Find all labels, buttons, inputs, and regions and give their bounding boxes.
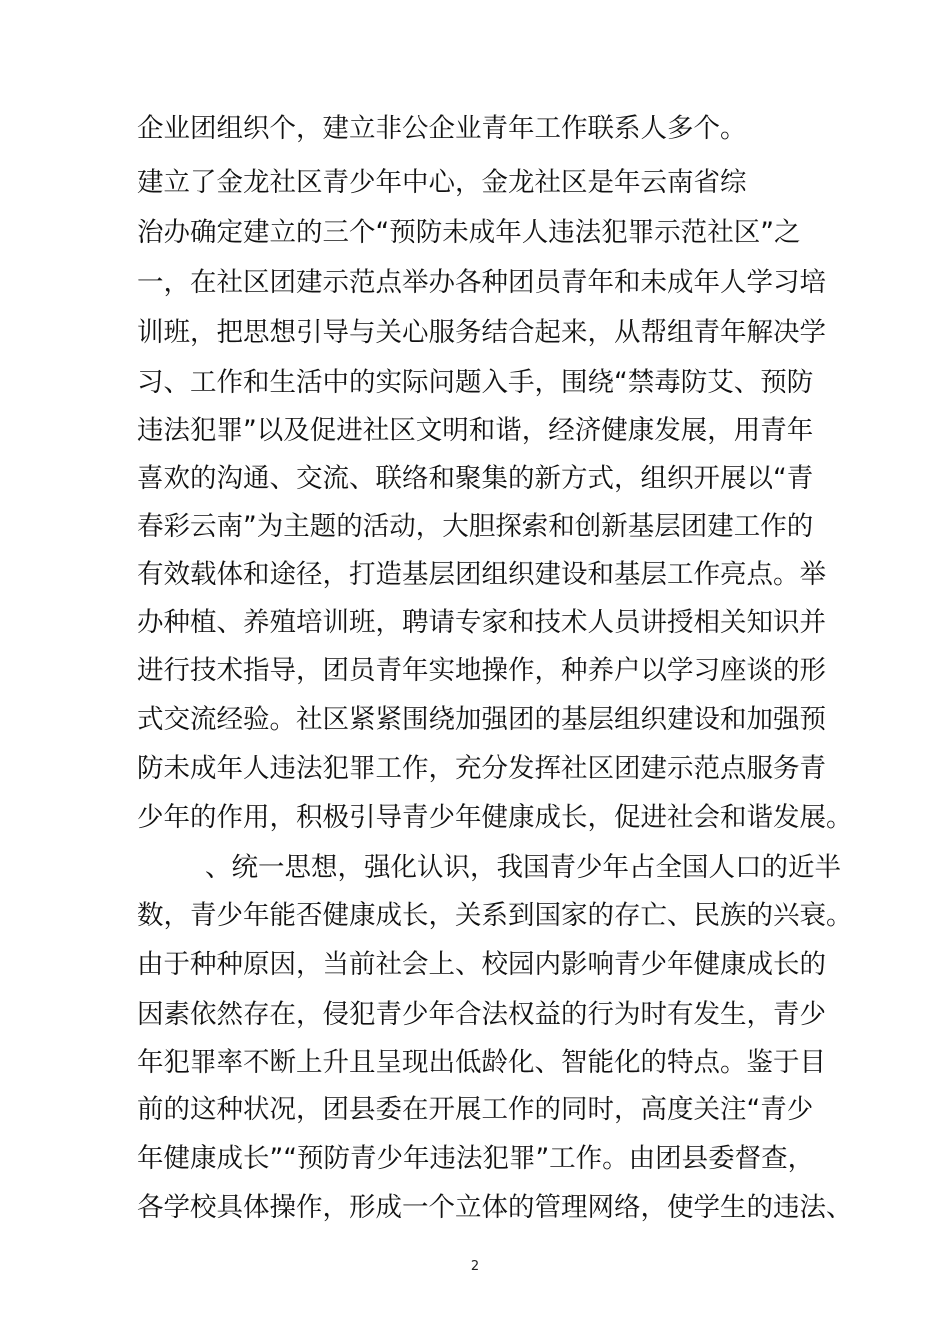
text-line: 喜欢的沟通、交流、联络和聚集的新方式，组织开展以“青 [137, 463, 814, 494]
text-line: 前的这种状况，团县委在开展工作的同时，高度关注“青少 [137, 1094, 814, 1125]
text-line: 各学校具体操作，形成一个立体的管理网络，使学生的违法、 [137, 1192, 853, 1223]
text-line: 训班，把思想引导与关心服务结合起来，从帮组青年解决学 [137, 317, 826, 348]
text-line: 数，青少年能否健康成长，关系到国家的存亡、民族的兴衰。 [137, 900, 853, 931]
text-line: 防未成年人违法犯罪工作，充分发挥社区团建示范点服务青 [137, 753, 826, 784]
paragraph-indent-line: 、统一思想，强化认识，我国青少年占全国人口的近半 [205, 852, 841, 883]
page-number: 2 [470, 1259, 480, 1274]
text-line: 企业团组织个，建立非公企业青年工作联系人多个。 [137, 113, 747, 144]
text-line: 办种植、养殖培训班，聘请专家和技术人员讲授相关知识并 [137, 607, 826, 638]
text-line: 建立了金龙社区青少年中心，金龙社区是年云南省综 [137, 167, 747, 198]
text-line: 式交流经验。社区紧紧围绕加强团的基层组织建设和加强预 [137, 704, 826, 735]
text-line: 违法犯罪”以及促进社区文明和谐，经济健康发展，用青年 [137, 415, 814, 446]
text-line: 因素依然存在，侵犯青少年合法权益的行为时有发生，青少 [137, 999, 826, 1030]
text-line: 一，在社区团建示范点举办各种团员青年和未成年人学习培 [137, 267, 826, 298]
text-line: 春彩云南”为主题的活动，大胆探索和创新基层团建工作的 [137, 511, 814, 542]
text-line: 治办确定建立的三个“预防未成年人违法犯罪示范社区”之 [137, 217, 801, 248]
text-line: 习、工作和生活中的实际问题入手，围绕“禁毒防艾、预防 [137, 367, 814, 398]
text-line: 有效载体和途径，打造基层团组织建设和基层工作亮点。举 [137, 559, 826, 590]
text-line: 少年的作用，积极引导青少年健康成长，促进社会和谐发展。 [137, 802, 853, 833]
text-line: 年犯罪率不断上升且呈现出低龄化、智能化的特点。鉴于目 [137, 1047, 826, 1078]
text-line: 由于种种原因，当前社会上、校园内影响青少年健康成长的 [137, 949, 826, 980]
text-line: 进行技术指导，团员青年实地操作，种养户以学习座谈的形 [137, 655, 826, 686]
text-line: 年健康成长”“预防青少年违法犯罪”工作。由团县委督查， [137, 1143, 815, 1174]
